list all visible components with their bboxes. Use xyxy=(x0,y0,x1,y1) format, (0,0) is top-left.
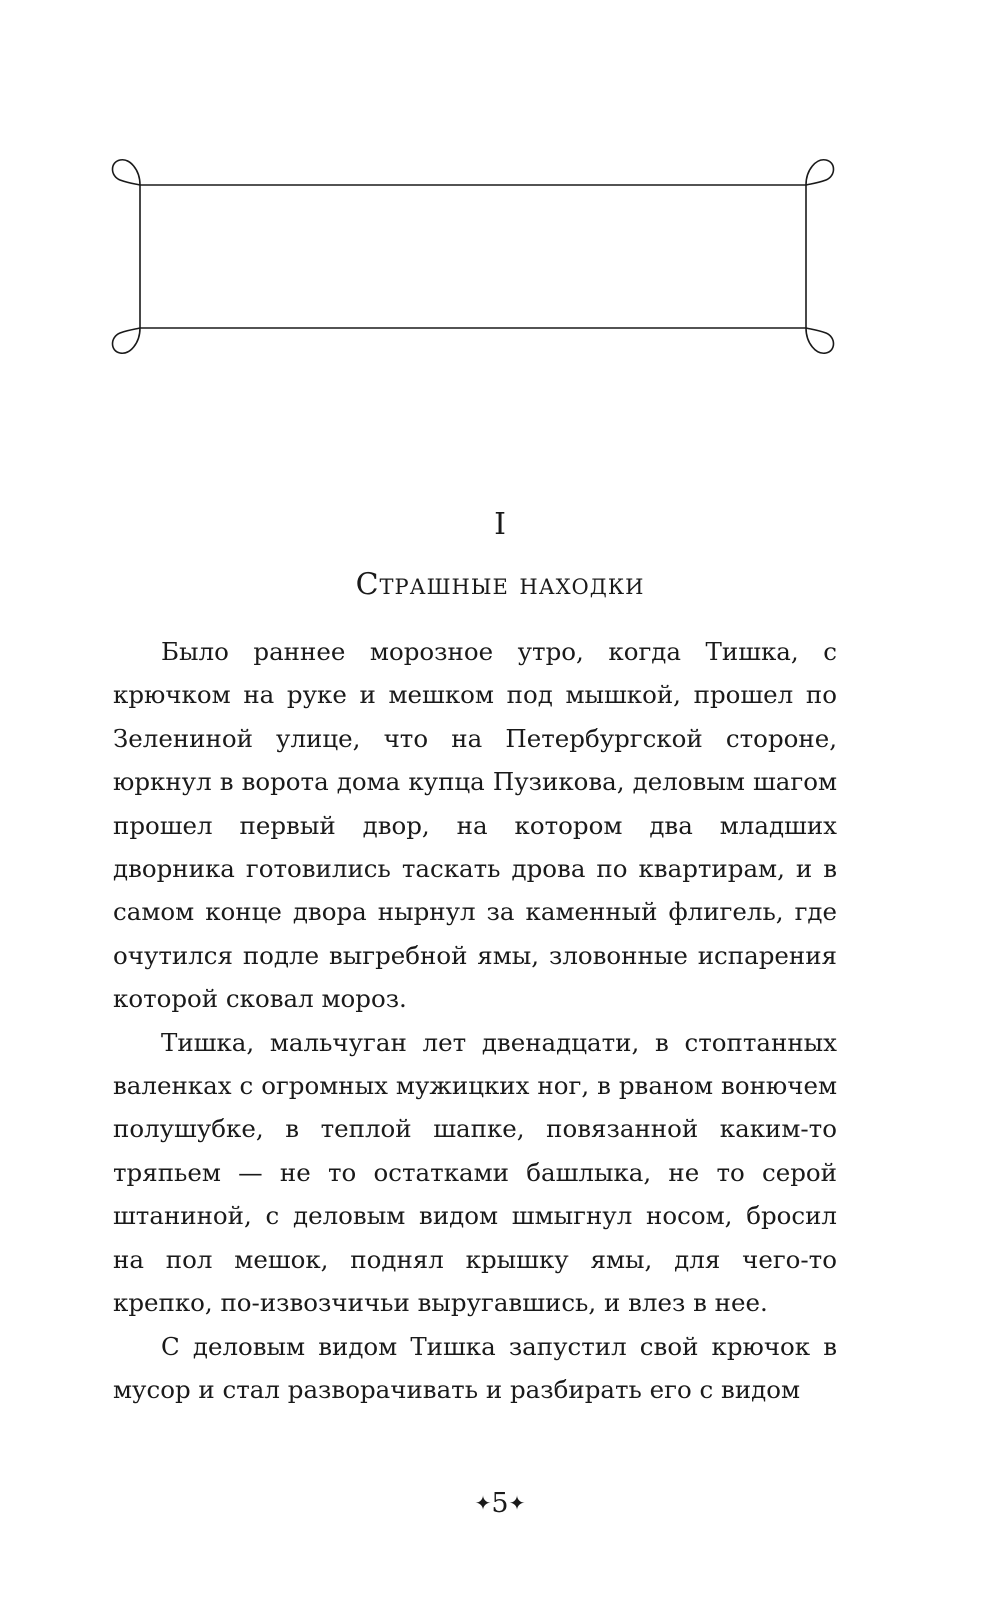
page-number-value: 5 xyxy=(491,1488,509,1519)
chapter-number: I xyxy=(494,507,506,542)
chapter-body xyxy=(113,630,837,1411)
page-number xyxy=(0,1488,1000,1519)
decorative-frame xyxy=(108,150,838,380)
ornament-right-icon: ✦ xyxy=(508,1491,526,1515)
paragraph: С деловым видом Тишка запустил свой крючок в мусор и стал разворачивать и разбирать его с видом xyxy=(113,1331,837,1404)
paragraph: Было раннее морозное утро, когда Тишка, с крючком на руке и мешком под мышкой, прошел по Зелениной улице, что на Петербургской стороне, юркнул в ворота дома купца Пузикова, деловым шагом прошел первый двор, на котором два младших дворника готовились таскать дрова по квартирам, и в самом конце двора нырнул за каменный флигель, где очутился подле выгребной ямы, зловонные испарения которой сковал мороз. xyxy=(113,637,837,1014)
ornament-left-icon: ✦ xyxy=(474,1491,492,1515)
chapter-title: Страшные находки xyxy=(355,567,645,602)
paragraph: Тишка, мальчуган лет двенадцати, в стоптанных валенках с огромных мужицких ног, в рваном вонючем полушубке, в теплой шапке, повязанной каким-то тряпьем — не то остатками башлыка, не то серой штаниной, с деловым видом шмыгнул носом, бросил на пол мешок, поднял крышку ямы, для чего-то крепко, по-извозчичьи выругавшись, и влез в нее. xyxy=(113,1027,837,1318)
